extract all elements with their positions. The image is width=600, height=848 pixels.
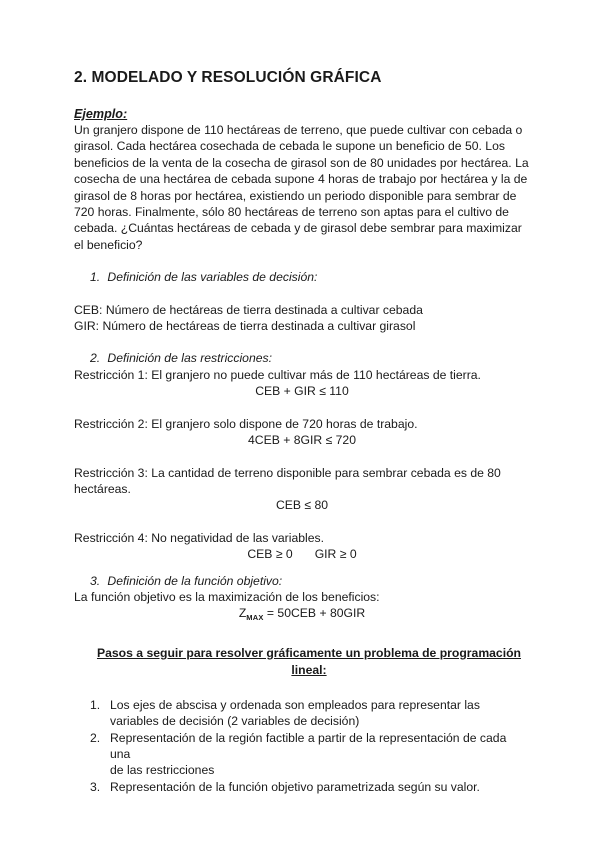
- example-line: 720 horas. Finalmente, sólo 80 hectáreas de terreno son aptas para el cultivo de: [74, 205, 509, 220]
- restriction-3-text: hectáreas.: [74, 481, 131, 496]
- restrictions-heading: [90, 350, 530, 366]
- variable-gir: GIR: Número de hectáreas de tierra destinada a cultivar girasol: [74, 319, 416, 334]
- list-item-text: Los ejes de abscisa y ordenada son empleados para representar las: [110, 697, 480, 712]
- restriction-4-ceb: CEB ≥ 0: [247, 547, 293, 562]
- list-item: [74, 779, 530, 795]
- example-line: girasol de 8 horas por hectárea, existiendo un periodo disponible para sembrar de: [74, 188, 517, 203]
- restriction-3-equation: CEB ≤ 80: [275, 498, 329, 513]
- objective-expression: = 50CEB + 80GIR: [263, 606, 366, 621]
- restriction-3-text: Restricción 3: La cantidad de terreno disponible para sembrar cebada es de 80: [74, 465, 501, 480]
- list-item-number: 3.: [90, 779, 101, 794]
- section-heading: 2. MODELADO Y RESOLUCIÓN GRÁFICA: [74, 69, 382, 86]
- list-item-text: Representación de la región factible a partir de la representación de cada una: [110, 730, 507, 761]
- variable-ceb: CEB: Número de hectáreas de tierra destinada a cultivar cebada: [74, 302, 423, 317]
- objective-equation: [74, 605, 530, 626]
- list-item-text: Representación de la función objetivo parametrizada según su valor.: [110, 779, 480, 794]
- restriction-2-equation: 4CEB + 8GIR ≤ 720: [248, 433, 356, 448]
- example-title: Ejemplo:: [74, 107, 128, 121]
- list-item-text: variables de decisión (2 variables de decisión): [110, 714, 360, 729]
- list-item: [74, 697, 530, 730]
- objective-title: Definición de la función objetivo:: [107, 573, 283, 588]
- variables-number: 1.: [90, 270, 101, 285]
- example-line: Un granjero dispone de 110 hectáreas de terreno, que puede cultivar con cebada o: [74, 123, 523, 137]
- restriction-1-equation: CEB + GIR ≤ 110: [255, 384, 349, 399]
- steps-list: [74, 697, 530, 795]
- objective-z-subscript: MAX: [246, 613, 264, 623]
- objective-z: Z: [238, 606, 247, 621]
- restrictions-number: 2.: [90, 351, 101, 366]
- example-line: girasol. Cada hectárea cosechada de cebada le supone un beneficio de 50. Los: [74, 139, 505, 154]
- list-item-text: de las restricciones: [110, 763, 215, 778]
- list-item-number: 2.: [90, 730, 101, 745]
- steps-title: [88, 645, 530, 679]
- objective-number: 3.: [90, 573, 101, 588]
- example-line: cosecha de una hectárea de cebada supone 4 horas de trabajo por hectárea y la de: [74, 172, 528, 187]
- variables-heading: [90, 269, 530, 285]
- restriction-4-text: Restricción 4: No negatividad de las variables.: [74, 530, 324, 545]
- list-item: [74, 730, 530, 779]
- example-paragraph: [74, 122, 530, 253]
- list-item-number: 1.: [90, 697, 101, 712]
- restriction-4-gir: GIR ≥ 0: [314, 547, 357, 562]
- document-page: [74, 68, 530, 795]
- variables-title: Definición de las variables de decisión:: [107, 270, 318, 285]
- steps-title-line: Pasos a seguir para resolver gráficamente un problema de programación: [96, 645, 521, 660]
- steps-title-line: lineal:: [291, 662, 327, 677]
- restrictions-title: Definición de las restricciones:: [107, 351, 272, 366]
- restriction-2-text: Restricción 2: El granjero solo dispone de 720 horas de trabajo.: [74, 416, 418, 431]
- example-line: beneficios de la venta de la cosecha de girasol son de 80 unidades por hectárea. La: [74, 155, 529, 170]
- restriction-1-text: Restricción 1: El granjero no puede cultivar más de 110 hectáreas de tierra.: [74, 367, 481, 382]
- example-line: cebada. ¿Cuántas hectáreas de cebada y de girasol debe sembrar para maximizar: [74, 221, 522, 236]
- restriction-4-equation: [74, 546, 530, 562]
- objective-heading: [90, 573, 530, 589]
- objective-intro: La función objetivo es la maximización de los beneficios:: [74, 589, 380, 604]
- example-line: el beneficio?: [74, 237, 143, 252]
